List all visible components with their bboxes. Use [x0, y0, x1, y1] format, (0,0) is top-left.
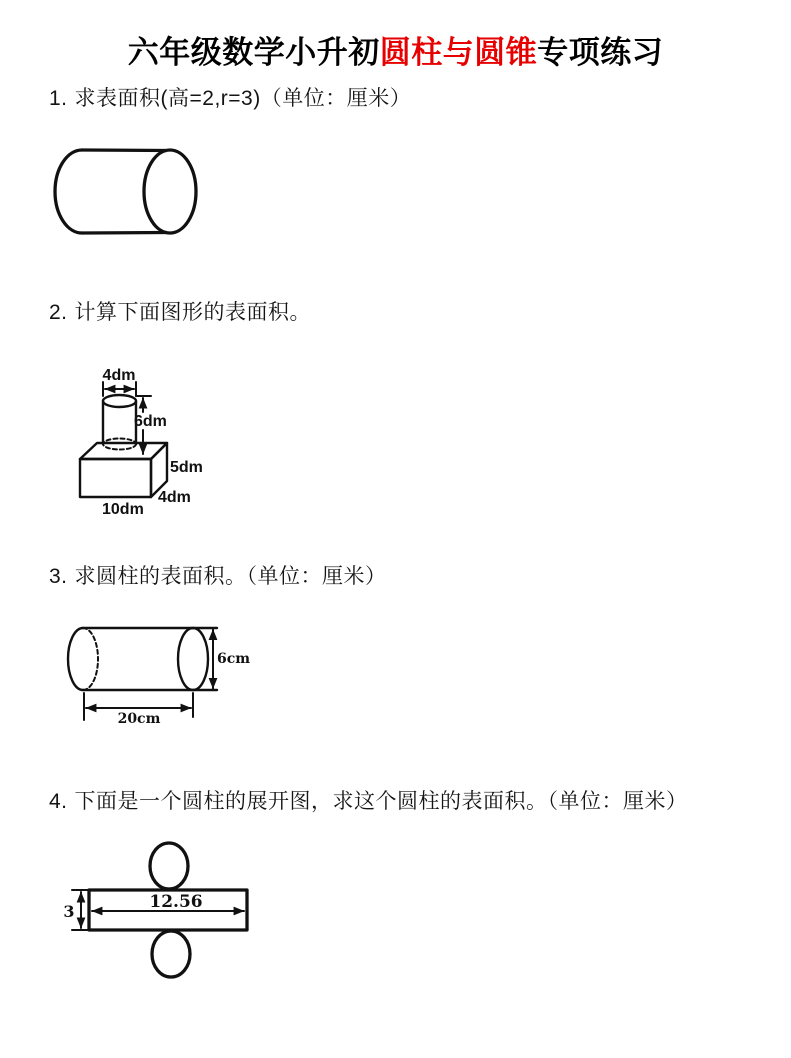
cylinder-right-face: [144, 150, 196, 233]
cylinder-top-edge: [82, 150, 166, 151]
question-4-number: 4.: [49, 790, 68, 813]
question-1: [49, 82, 411, 112]
question-1-number: 1.: [49, 87, 68, 110]
figure-q3-cylinder: [52, 612, 252, 727]
title-prefix: 六年级数学小升初: [127, 35, 380, 70]
label-box-height: 5dm: [170, 459, 203, 476]
cylinder-bottom-edge: [82, 233, 166, 234]
question-3: [49, 560, 387, 590]
cylinder-right-face: [178, 628, 208, 690]
label-box-depth: 4dm: [158, 489, 191, 506]
figure-q1-lying-cylinder: [52, 144, 202, 239]
question-2: [49, 296, 311, 326]
net-bottom-circle: [152, 931, 190, 977]
question-3-text: 求圆柱的表面积。（单位：厘米）: [74, 565, 387, 588]
question-2-text: 计算下面图形的表面积。: [74, 301, 312, 324]
label-diameter: 6cm: [217, 651, 251, 667]
question-1-text: 求表面积(高=2,r=3)（单位：厘米）: [74, 87, 412, 110]
question-3-number: 3.: [49, 565, 68, 588]
cylinder-top-face: [103, 395, 136, 407]
figure-q4-cylinder-net: [52, 833, 287, 985]
label-length: 20cm: [117, 711, 161, 727]
question-2-number: 2.: [49, 301, 68, 324]
label-box-width: 10dm: [102, 501, 144, 518]
net-top-circle: [150, 843, 188, 889]
title-suffix: 专项练习: [537, 35, 664, 70]
figure-q2-cylinder-on-box: [66, 360, 208, 518]
question-4: [49, 785, 688, 815]
label-cylinder-height: 6dm: [134, 413, 167, 430]
cylinder-left-cap-dashed: [83, 628, 98, 690]
label-cylinder-diameter: 4dm: [102, 367, 136, 384]
label-lateral-height: 3: [63, 902, 75, 921]
title-highlight: 圆柱与圆锥: [379, 35, 538, 70]
label-lateral-width: 12.56: [149, 892, 203, 912]
page-title: [0, 27, 791, 72]
cylinder-left-cap: [68, 628, 83, 690]
cylinder-left-cap: [55, 150, 82, 233]
question-4-text: 下面是一个圆柱的展开图，求这个圆柱的表面积。（单位：厘米）: [74, 790, 688, 813]
box-front-face: [80, 459, 151, 497]
